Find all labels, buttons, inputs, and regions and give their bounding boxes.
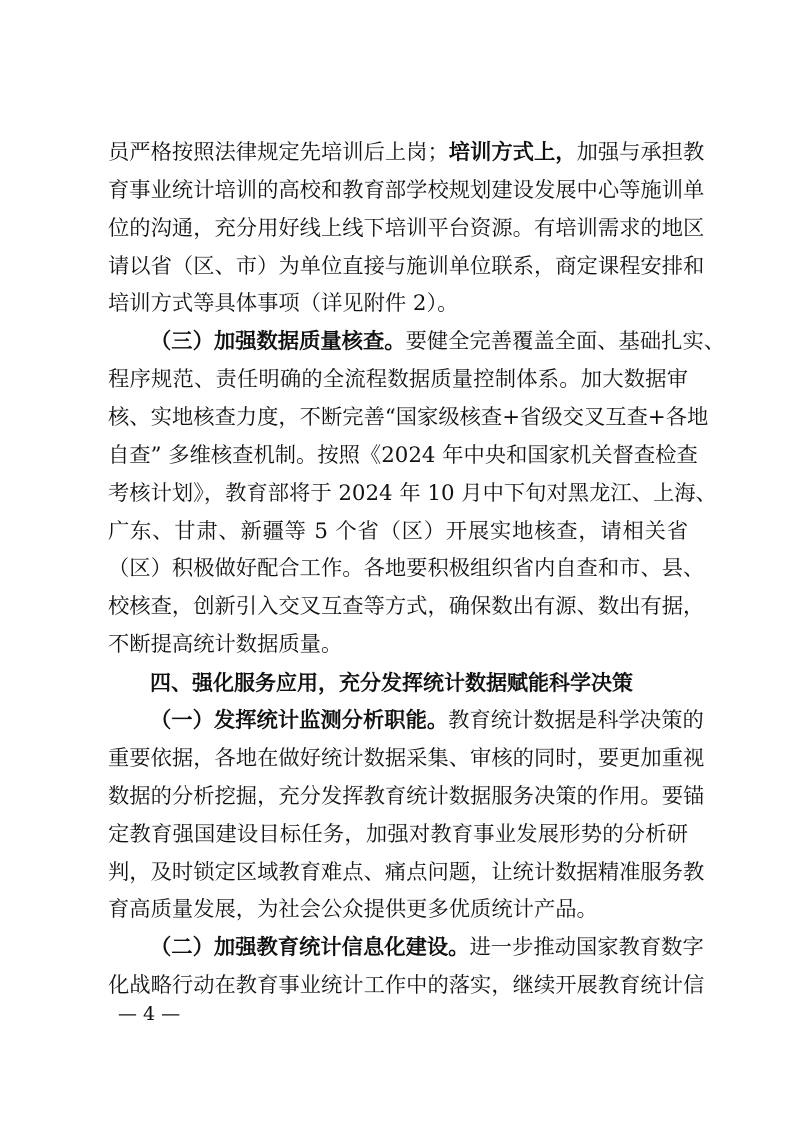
paragraph-line: （区）积极做好配合工作。各地要积极组织省内自查和市、县、 bbox=[108, 556, 705, 581]
paragraph-line: 自查” 多维核查机制。按照《2024 年中央和国家机关督查检查 bbox=[108, 443, 698, 468]
paragraph-line: 程序规范、责任明确的全流程数据质量控制体系。加大数据审 bbox=[108, 367, 688, 392]
paragraph-line: 校核查，创新引入交叉互查等方式，确保数出有源、数出有据， bbox=[108, 594, 705, 619]
paragraph-line: 育事业统计培训的高校和教育部学校规划建设发展中心等施训单 bbox=[108, 178, 705, 203]
paragraph-first-line bbox=[150, 930, 704, 966]
paragraph-line: 重要依据，各地在做好统计数据采集、审核的同时，要更加重视 bbox=[108, 746, 705, 771]
paragraph-line: 请以省（区、市）为单位直接与施训单位联系，商定课程安排和 bbox=[108, 254, 705, 279]
text-span: 教育统计数据是科学决策的 bbox=[448, 708, 704, 733]
paragraph-line: 判，及时锁定区域教育难点、痛点问题，让统计数据精准服务教 bbox=[108, 860, 705, 885]
paragraph-first-line bbox=[150, 703, 704, 739]
subheading-phrase: （一）发挥统计监测分析职能。 bbox=[150, 708, 449, 733]
text-span: 加强与承担教 bbox=[576, 140, 705, 165]
paragraph-line: 数据的分析挖掘，充分发挥教育统计数据服务决策的作用。要锚 bbox=[108, 784, 705, 809]
text-span: 要健全完善覆盖全面、基础扎实、 bbox=[405, 329, 726, 354]
subheading-phrase: （二）加强教育统计信息化建设。 bbox=[150, 935, 470, 960]
paragraph-line: 化战略行动在教育事业统计工作中的落实，继续开展教育统计信 bbox=[108, 973, 705, 998]
page-number: — 4 — bbox=[118, 1003, 181, 1025]
paragraph-line: 定教育强国建设目标任务，加强对教育事业发展形势的分析研 bbox=[108, 822, 688, 847]
paragraph-line bbox=[108, 135, 705, 171]
paragraph-line: 核、实地核查力度，不断完善“国家级核查+省级交叉互查+各地 bbox=[108, 405, 709, 430]
paragraph-line: 位的沟通，充分用好线上线下培训平台资源。有培训需求的地区 bbox=[108, 216, 705, 241]
paragraph-line: 考核计划》，教育部将于 2024 年 10 月中下旬对黑龙江、上海、 bbox=[108, 481, 717, 506]
bold-phrase: 培训方式上， bbox=[448, 140, 577, 165]
paragraph-first-line bbox=[150, 324, 726, 360]
text-span: 进一步推动国家教育数字 bbox=[469, 935, 704, 960]
paragraph-line: 培训方式等具体事项（详见附件 2）。 bbox=[108, 291, 459, 316]
paragraph-line: 广东、甘肃、新疆等 5 个省（区）开展实地核查，请相关省 bbox=[108, 519, 688, 544]
paragraph-line: 育高质量发展，为社会公众提供更多优质统计产品。 bbox=[108, 897, 598, 922]
text-span: 员严格按照法律规定先培训后上岗； bbox=[108, 140, 449, 165]
subheading-phrase: （三）加强数据质量核查。 bbox=[150, 329, 406, 354]
paragraph-line: 不断提高统计数据质量。 bbox=[108, 632, 343, 657]
section-heading: 四、强化服务应用，充分发挥统计数据赋能科学决策 bbox=[150, 671, 633, 695]
